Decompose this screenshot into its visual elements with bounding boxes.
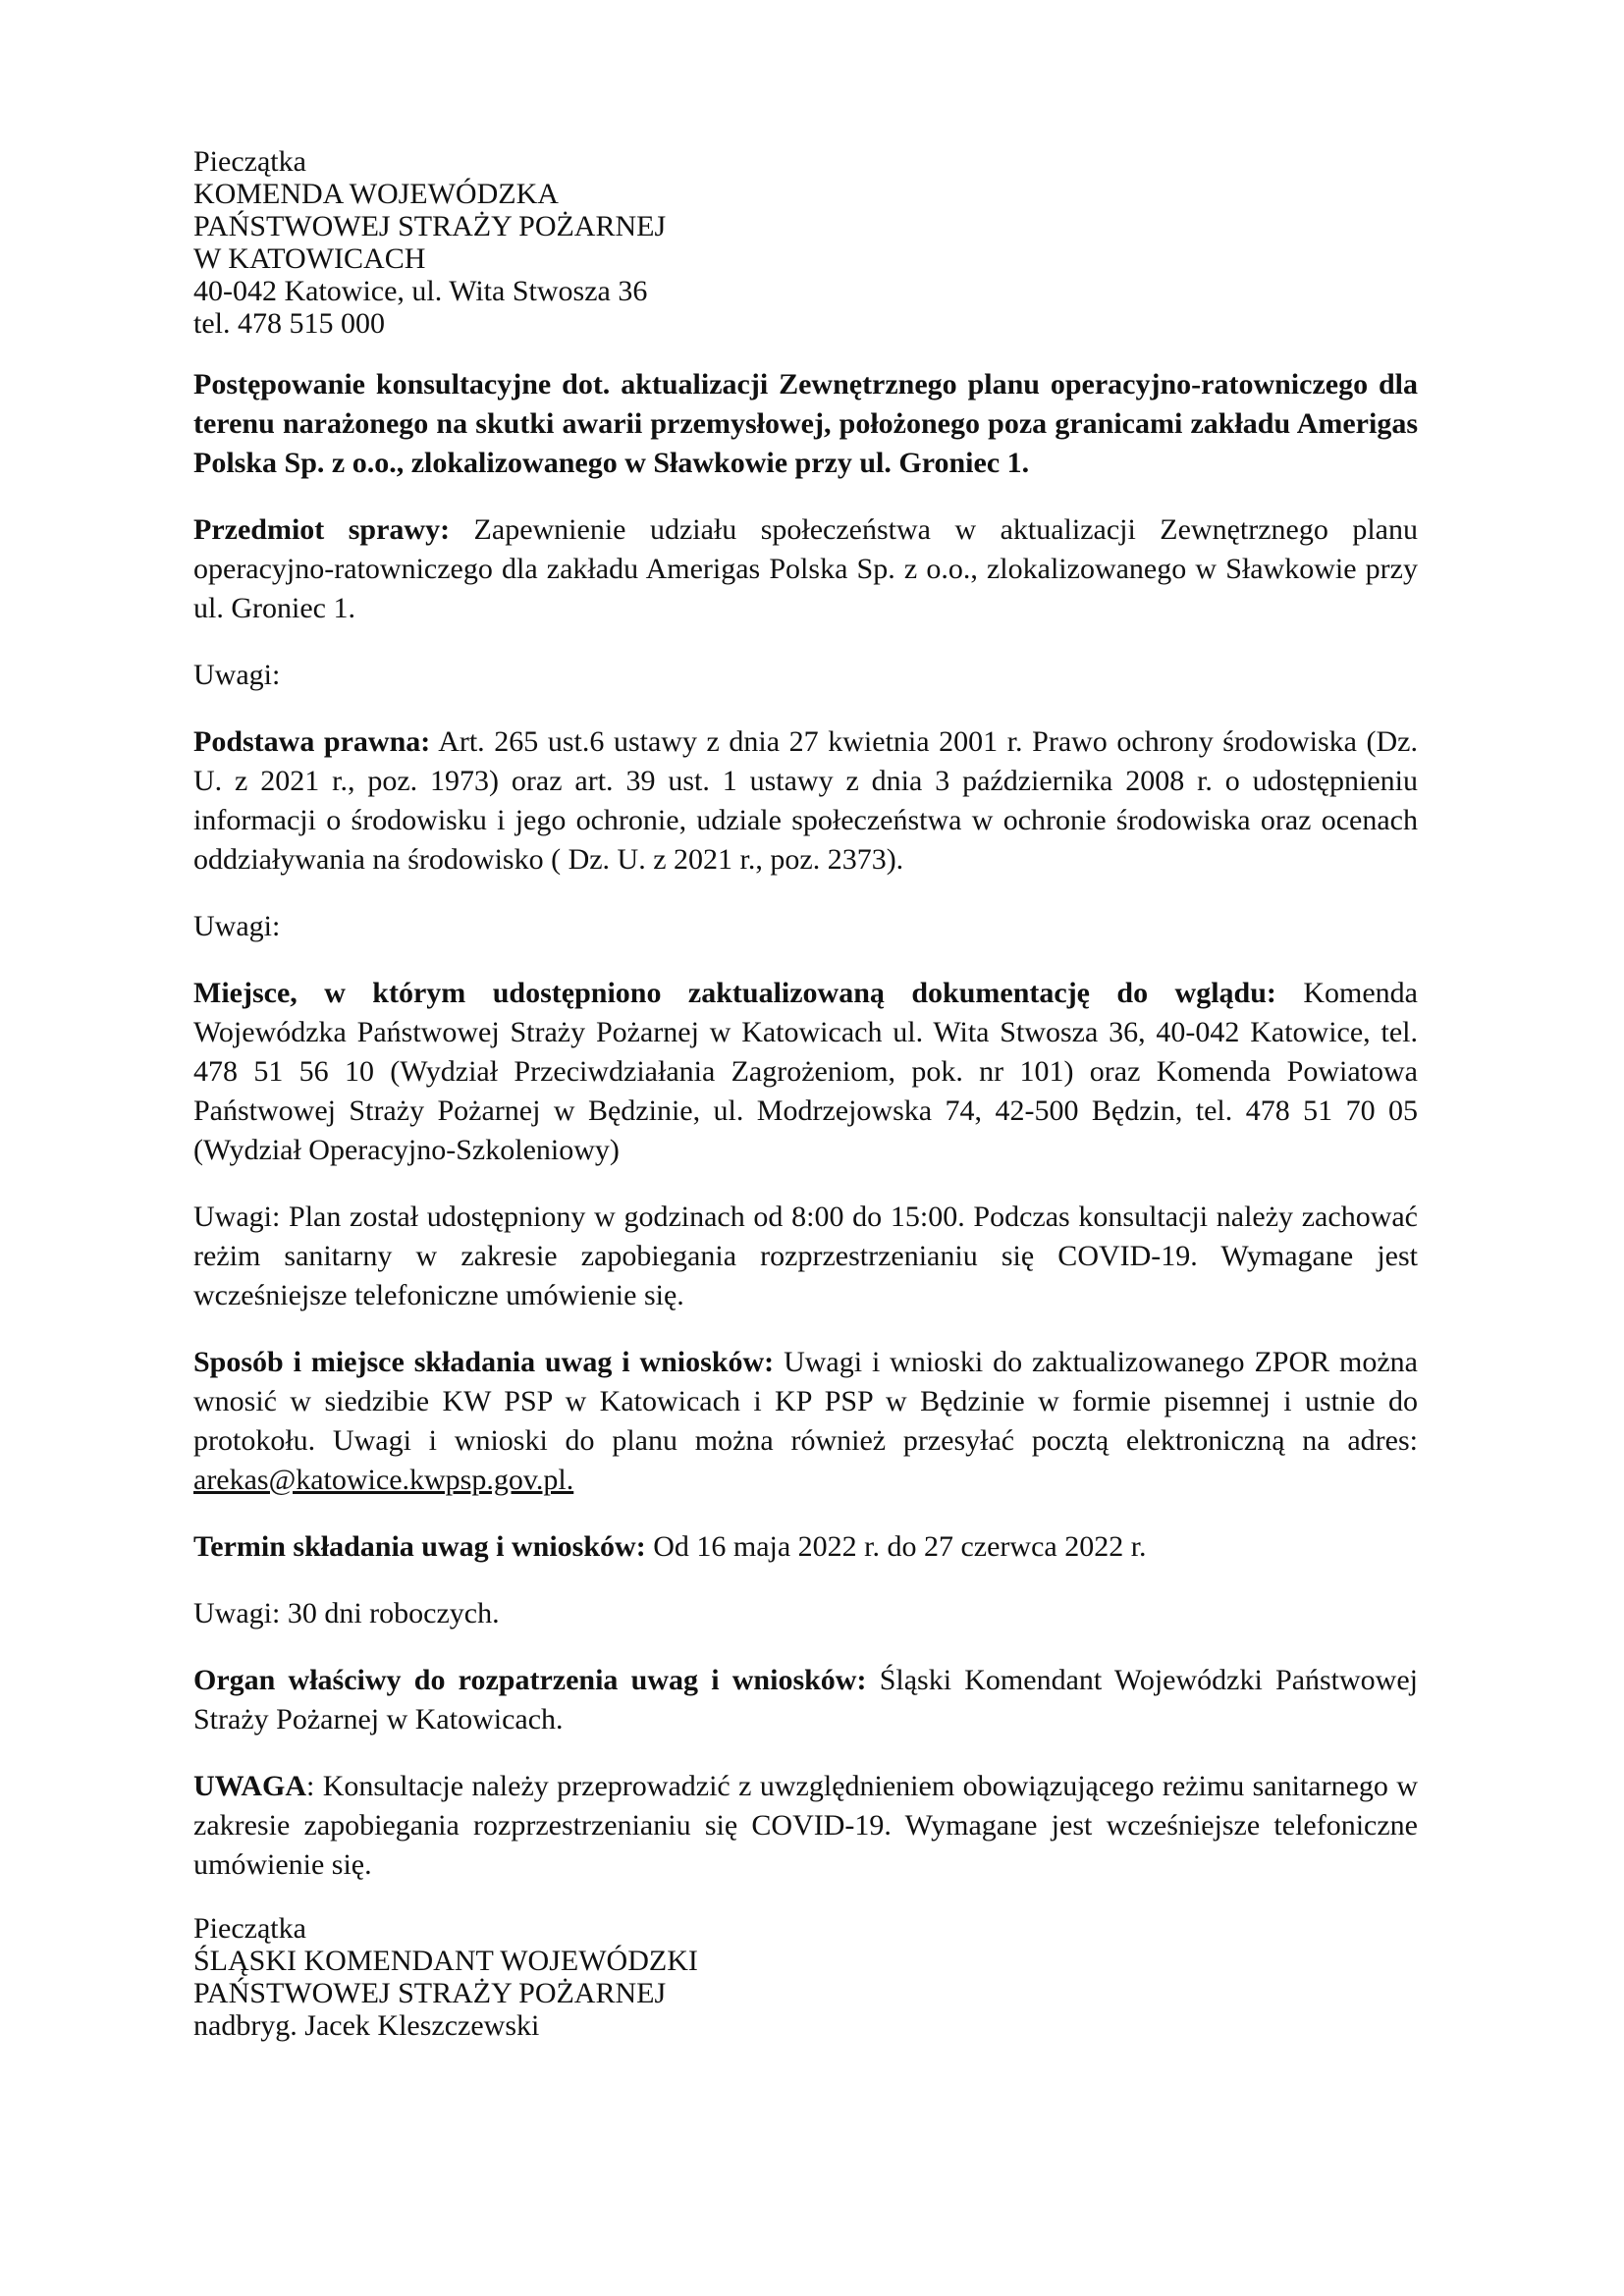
header-stamp-line: Pieczątka: [193, 145, 306, 178]
remarks-text: Uwagi:: [193, 659, 281, 691]
authority-paragraph: [193, 1661, 1418, 1739]
subject-text: Zapewnienie udziału społeczeństwa w aktualizacji Zewnętrznego planu operacyjno-ratowniczego dla zakładu Amerigas Polska Sp. z o.o., zlokalizowanego w Sławkowie przy ul. Groniec 1.: [193, 513, 1418, 624]
document-title-text: Postępowanie konsultacyjne dot. aktualizacji Zewnętrznego planu operacyjno-ratowniczego dla terenu narażonego na skutki awarii przemysłowej, położonego poza granicami zakładu Amerigas Polska Sp. z o.o., zlokalizowanego w Sławkowie przy ul. Groniec 1.: [193, 368, 1418, 479]
sanitary-notice-paragraph: [193, 1767, 1418, 1885]
signature-stamp-line: nadbryg. Jacek Kleszczewski: [193, 2009, 540, 2042]
working-days-remarks-paragraph: [193, 1594, 1418, 1633]
email-link: arekas@katowice.kwpsp.gov.pl.: [193, 1464, 574, 1496]
deadline-label: Termin składania uwag i wniosków:: [193, 1530, 646, 1563]
document-title: [193, 365, 1418, 483]
sanitary-notice-label: UWAGA: [193, 1770, 307, 1802]
inspection-location-label: Miejsce, w którym udostępniono zaktualizowaną dokumentację do wglądu:: [193, 977, 1276, 1009]
remarks-heading-2: [193, 907, 1418, 946]
header-stamp-line: tel. 478 515 000: [193, 307, 385, 340]
submission-method-text: Uwagi i wnioski do zaktualizowanego ZPOR można wnosić w siedzibie KW PSP w Katowicach i KP PSP w Będzinie w formie pisemnej i ustnie do protokołu. Uwagi i wnioski do planu można również przesyłać pocztą elektroniczną na adres:: [193, 1346, 1418, 1457]
availability-remarks-text: Uwagi: Plan został udostępniony w godzinach od 8:00 do 15:00. Podczas konsultacji należy zachować reżim sanitarny w zakresie zapobiegania rozprzestrzenianiu się COVID-19. Wymagane jest wcześniejsze telefoniczne umówienie się.: [193, 1201, 1418, 1311]
header-stamp-line: 40-042 Katowice, ul. Wita Stwosza 36: [193, 275, 648, 307]
subject-label: Przedmiot sprawy:: [193, 513, 451, 546]
signature-stamp-line: PAŃSTWOWEJ STRAŻY POŻARNEJ: [193, 1977, 667, 2009]
document-body: [193, 145, 1418, 2042]
deadline-paragraph: [193, 1527, 1418, 1567]
header-stamp: [193, 145, 1418, 340]
signature-stamp-line: Pieczątka: [193, 1912, 306, 1945]
legal-basis-text: Art. 265 ust.6 ustawy z dnia 27 kwietnia 2001 r. Prawo ochrony środowiska (Dz. U. z 2021 r., poz. 1973) oraz art. 39 ust. 1 ustawy z dnia 3 października 2008 r. o udostępnieniu informacji o środowisku i jego ochronie, udziale społeczeństwa w ochronie środowiska oraz ocenach oddziaływania na środowisko ( Dz. U. z 2021 r., poz. 2373).: [193, 725, 1418, 876]
inspection-location-paragraph: [193, 974, 1418, 1170]
signature-stamp: [193, 1912, 1418, 2042]
working-days-remarks-text: Uwagi: 30 dni roboczych.: [193, 1597, 500, 1629]
inspection-location-text: Komenda Wojewódzka Państwowej Straży Pożarnej w Katowicach ul. Wita Stwosza 36, 40-042 Katowice, tel. 478 51 56 10 (Wydział Przeciwdziałania Zagrożeniom, pok. nr 101) oraz Komenda Powiatowa Państwowej Straży Pożarnej w Będzinie, ul. Modrzejowska 74, 42-500 Będzin, tel. 478 51 70 05 (Wydział Operacyjno-Szkoleniowy): [193, 977, 1418, 1166]
submission-method-label: Sposób i miejsce składania uwag i wniosków:: [193, 1346, 775, 1378]
header-stamp-line: KOMENDA WOJEWÓDZKA: [193, 178, 559, 210]
remarks-text: Uwagi:: [193, 910, 281, 942]
deadline-text: Od 16 maja 2022 r. do 27 czerwca 2022 r.: [645, 1530, 1147, 1563]
header-stamp-line: W KATOWICACH: [193, 242, 426, 275]
legal-basis-paragraph: [193, 722, 1418, 880]
header-stamp-line: PAŃSTWOWEJ STRAŻY POŻARNEJ: [193, 210, 667, 242]
submission-method-paragraph: [193, 1343, 1418, 1500]
authority-text: Śląski Komendant Wojewódzki Państwowej Straży Pożarnej w Katowicach.: [193, 1664, 1419, 1735]
subject-paragraph: [193, 510, 1418, 628]
authority-label: Organ właściwy do rozpatrzenia uwag i wniosków:: [193, 1664, 867, 1696]
signature-stamp-line: ŚLĄSKI KOMENDANT WOJEWÓDZKI: [193, 1945, 698, 1977]
legal-basis-label: Podstawa prawna:: [193, 725, 431, 758]
remarks-heading-1: [193, 656, 1418, 695]
sanitary-notice-text: : Konsultacje należy przeprowadzić z uwzględnieniem obowiązującego reżimu sanitarnego w zakresie zapobiegania rozprzestrzenianiu się COVID-19. Wymagane jest wcześniejsze telefoniczne umówienie się.: [193, 1770, 1418, 1881]
availability-remarks-paragraph: [193, 1198, 1418, 1315]
